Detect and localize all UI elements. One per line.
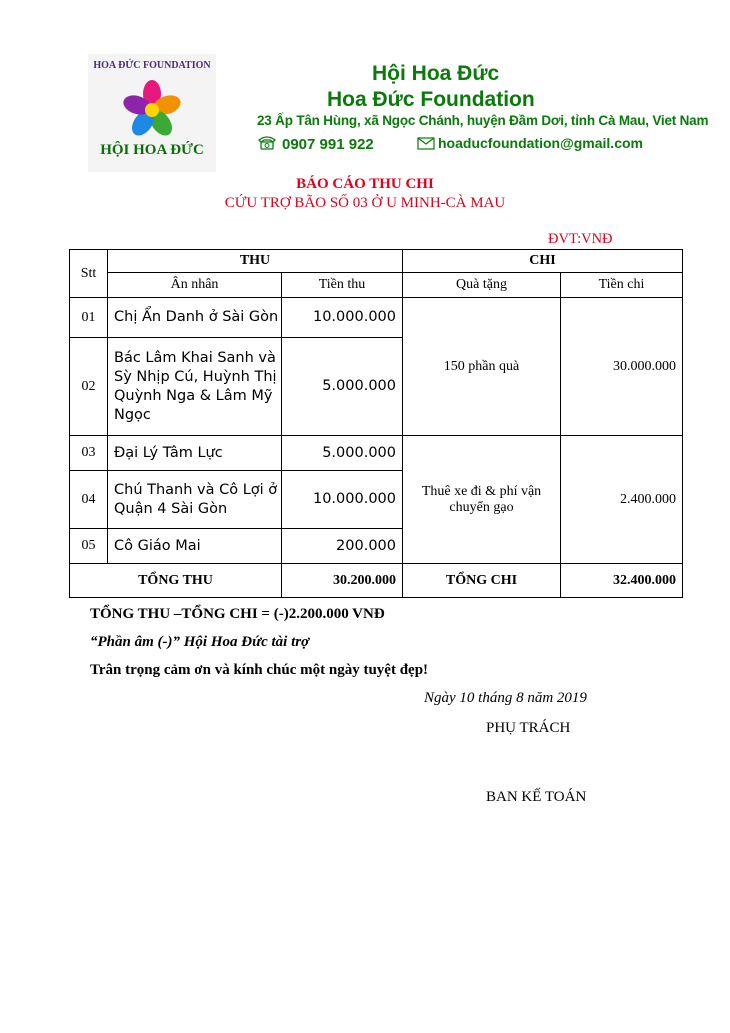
total-chi-label: TỔNG CHI [403,564,561,598]
org-name-vi: Hội Hoa Đức [372,62,500,85]
email-address: hoaducfoundation@gmail.com [438,135,643,151]
balance-summary: TỔNG THU –TỔNG CHI = (-)2.200.000 VNĐ [90,606,385,622]
row-amount: 10.000.000 [282,471,403,529]
org-address: 23 Ấp Tân Hùng, xã Ngọc Chánh, huyện Đầm Dơi, tỉnh Cà Mau, Viet Nam [257,113,709,128]
row-amount: 10.000.000 [282,298,403,338]
row-amount: 5.000.000 [282,338,403,436]
report-title: BÁO CÁO THU CHI [296,176,434,192]
income-column-header: Tiền thu [282,273,403,298]
thu-header: THU [108,250,403,273]
expense-column-header: Tiền chi [561,273,683,298]
logo-name: HỘI HOA ĐỨC [100,142,204,158]
table-row [70,436,683,471]
logo-arc-text: HOA ĐỨC FOUNDATION [93,60,211,71]
phone-icon [257,135,277,151]
row-stt: 05 [70,529,108,564]
row-donor: Bác Lâm Khai Sanh và Sỳ Nhịp Cú, Huỳnh Thị Quỳnh Nga & Lâm Mỹ Ngọc [108,338,282,436]
total-thu-value: 30.200.000 [282,564,403,598]
expense-gift: Thuê xe đi & phí vận chuyển gạo [403,436,561,564]
expense-gift: 150 phần quà [403,298,561,436]
total-chi-value: 32.400.000 [561,564,683,598]
sponsor-note: “Phần âm (-)” Hội Hoa Đức tài trợ [90,634,310,650]
row-donor: Chú Thanh và Cô Lợi ở Quận 4 Sài Gòn [108,471,282,529]
row-stt: 02 [70,338,108,436]
report-subtitle: CỨU TRỢ BÃO SỐ 03 Ở U MINH-CÀ MAU [224,195,506,211]
row-donor: Chị Ẩn Danh ở Sài Gòn [108,298,282,338]
row-donor: Đại Lý Tâm Lực [108,436,282,471]
signature-accounting: BAN KẾ TOÁN [486,789,587,805]
table-row [70,298,683,338]
mail-icon [417,137,435,150]
total-thu-label: TỔNG THU [70,564,282,598]
thanks-message: Trân trọng cảm ơn và kính chúc một ngày tuyệt đẹp! [90,662,429,678]
stt-header: Stt [70,250,108,298]
row-amount: 5.000.000 [282,436,403,471]
donor-column-header: Ân nhân [108,273,282,298]
signature-manager: PHỤ TRÁCH [486,720,571,736]
phone-number: 0907 991 922 [282,136,374,153]
row-stt: 03 [70,436,108,471]
org-name-en: Hoa Đức Foundation [327,88,535,111]
gift-column-header: Quà tặng [403,273,561,298]
expense-amount: 30.000.000 [561,298,683,436]
income-expense-table [69,249,683,598]
row-donor: Cô Giáo Mai [108,529,282,564]
chi-header: CHI [403,250,683,273]
totals-row [70,564,683,598]
report-date: Ngày 10 tháng 8 năm 2019 [424,690,587,706]
foundation-logo [88,54,216,172]
currency-unit: ĐVT:VNĐ [548,231,613,247]
expense-amount: 2.400.000 [561,436,683,564]
row-stt: 04 [70,471,108,529]
row-amount: 200.000 [282,529,403,564]
row-stt: 01 [70,298,108,338]
